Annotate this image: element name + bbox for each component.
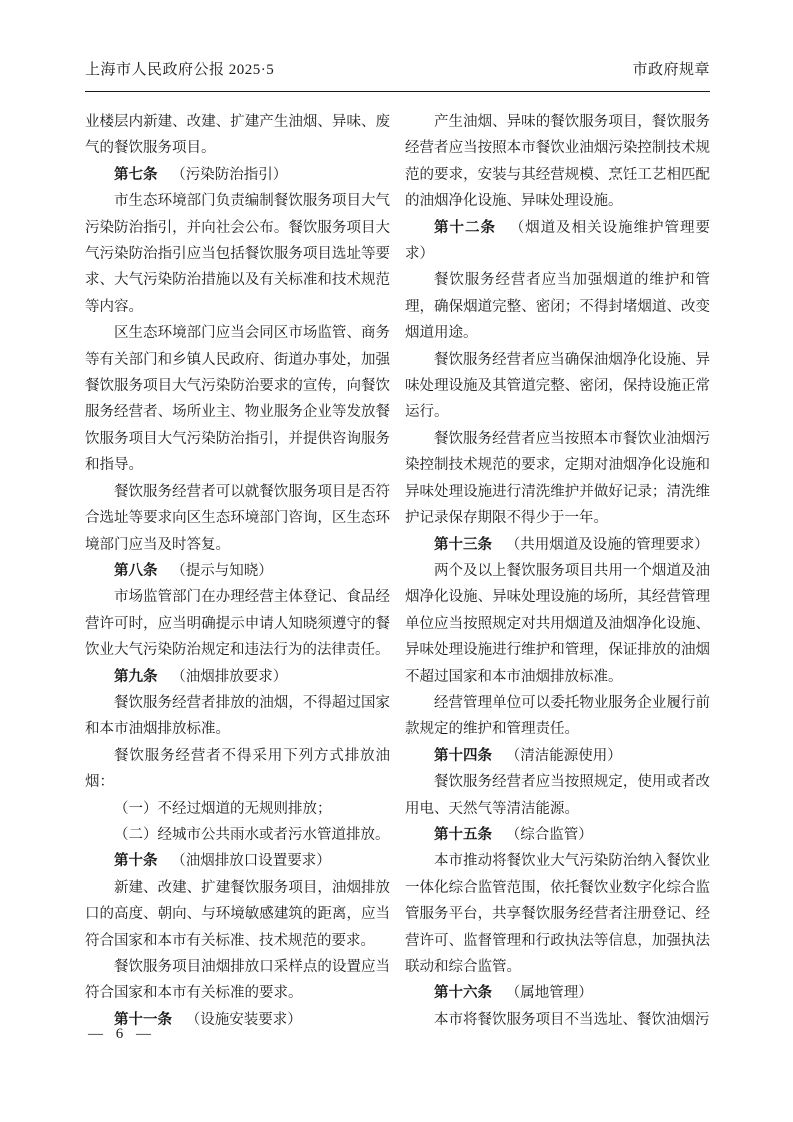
article-title: （清洁能源使用） <box>505 747 622 764</box>
article-number: 第十四条 <box>434 747 492 764</box>
article-number: 第十三条 <box>434 536 492 553</box>
header-section-label: 市政府规章 <box>632 62 710 78</box>
article-number: 第十条 <box>114 853 158 870</box>
article-number: 第十二条 <box>434 219 496 236</box>
paragraph: 本市推动将餐饮业大气污染防治纳入餐饮业一体化综合监管范围，依托餐饮业数字化综合监管服务平台，共享餐饮服务经营者注册登记、经营许可、监督管理和行政执法等信息，加强执法联动和综合监管。 <box>405 853 710 975</box>
paragraph: 业楼层内新建、改建、扩建产生油烟、异味、废气的餐饮服务项目。 <box>85 114 390 157</box>
paragraph: 市生态环境部门负责编制餐饮服务项目大气污染防治指引，并向社会公布。餐饮服务项目大气污染防治指引应当包括餐饮服务项目选址等要求、大气污染防治措施以及有关标准和技术规范等内容。 <box>85 193 390 315</box>
article-number: 第十一条 <box>114 1011 172 1028</box>
article-title: （提示与知晓） <box>171 562 273 579</box>
header-gazette-title: 上海市人民政府公报 2025·5 <box>85 62 275 78</box>
article-heading <box>85 848 390 874</box>
article-title: （属地管理） <box>505 985 593 1002</box>
paragraph: 经营管理单位可以委托物业服务企业履行前款规定的维护和管理责任。 <box>405 694 710 738</box>
article-number: 第七条 <box>114 166 158 183</box>
paragraph: 餐饮服务经营者应当加强烟道的维护和管理，确保烟道完整、密闭；不得封堵烟道、改变烟道用途。 <box>405 272 710 342</box>
paragraph: 餐饮服务经营者应当按照本市餐饮业油烟污染控制技术规范的要求，定期对油烟净化设施和异味处理设施进行清洗维护并做好记录；清洗维护记录保存期限不得少于一年。 <box>405 430 710 527</box>
list-item: （二）经城市公共雨水或者污水管道排放。 <box>114 826 390 843</box>
paragraph: 区生态环境部门应当会同区市场监管、商务等有关部门和乡镇人民政府、街道办事处，加强餐饮服务项目大气污染防治要求的宣传，向餐饮服务经营者、场所业主、物业服务企业等发放餐饮服务项目大气污染防治指引，并提供咨询服务和指导。 <box>85 325 390 474</box>
list-item: （一）不经过烟道的无规则排放； <box>114 800 332 817</box>
article-heading <box>405 822 710 848</box>
article-title: （油烟排放口设置要求） <box>171 853 331 870</box>
article-heading <box>85 664 390 690</box>
page-header <box>85 58 710 79</box>
paragraph: 新建、改建、扩建餐饮服务项目，油烟排放口的高度、朝向、与环境敏感建筑的距离，应当符合国家和本市有关标准、技术规范的要求。 <box>85 879 390 949</box>
left-column <box>85 109 390 1029</box>
article-number: 第十五条 <box>434 826 492 843</box>
article-heading <box>85 558 390 584</box>
text-columns <box>85 109 710 1029</box>
paragraph: 餐饮服务经营者不得采用下列方式排放油烟： <box>85 747 390 791</box>
paragraph: 餐饮服务经营者应当确保油烟净化设施、异味处理设施及其管道完整、密闭，保持设施正常运行。 <box>405 351 710 421</box>
article-title: （污染防治指引） <box>171 166 288 183</box>
paragraph: 餐饮服务经营者应当按照规定，使用或者改用电、天然气等清洁能源。 <box>405 774 710 817</box>
paragraph: 本市将餐饮服务项目不当选址、餐饮油烟污 <box>434 1011 710 1028</box>
paragraph: 两个及以上餐饮服务项目共用一个烟道及油烟净化设施、异味处理设施的场所，其经营管理单位应当按照规定对共用烟道及油烟净化设施、异味处理设施进行维护和管理，保证排放的油烟不超过国家和本市油烟排放标准。 <box>405 562 710 685</box>
paragraph: 餐饮服务项目油烟排放口采样点的设置应当符合国家和本市有关标准的要求。 <box>85 959 390 1002</box>
article-heading <box>405 215 710 268</box>
article-number: 第九条 <box>114 668 158 685</box>
right-column <box>405 109 710 1029</box>
paragraph: 市场监管部门在办理经营主体登记、食品经营许可时，应当明确提示申请人知晓须遵守的餐饮业大气污染防治规定和违法行为的法律责任。 <box>85 589 390 659</box>
article-heading <box>405 743 710 769</box>
article-title: （设施安装要求） <box>185 1011 302 1028</box>
article-heading <box>405 980 710 1006</box>
article-title: （烟道及相关设施维护管理要求） <box>405 219 710 263</box>
paragraph: 餐饮服务经营者排放的油烟，不得超过国家和本市油烟排放标准。 <box>85 694 390 738</box>
article-heading <box>405 532 710 558</box>
article-title: （油烟排放要求） <box>171 668 288 685</box>
article-title: （共用烟道及设施的管理要求） <box>505 536 709 553</box>
paragraph: 餐饮服务经营者可以就餐饮服务项目是否符合选址等要求向区生态环境部门咨询，区生态环境部门应当及时答复。 <box>85 483 390 553</box>
header-divider <box>85 91 710 92</box>
article-number: 第十六条 <box>434 985 492 1002</box>
article-heading <box>85 162 390 188</box>
article-title: （综合监管） <box>505 826 593 843</box>
article-number: 第八条 <box>114 562 158 579</box>
paragraph: 产生油烟、异味的餐饮服务项目，餐饮服务经营者应当按照本市餐饮业油烟污染控制技术规范的要求，安装与其经营规模、烹饪工艺相匹配的油烟净化设施、异味处理设施。 <box>405 114 710 210</box>
page-number: — 6 — <box>88 1026 152 1042</box>
